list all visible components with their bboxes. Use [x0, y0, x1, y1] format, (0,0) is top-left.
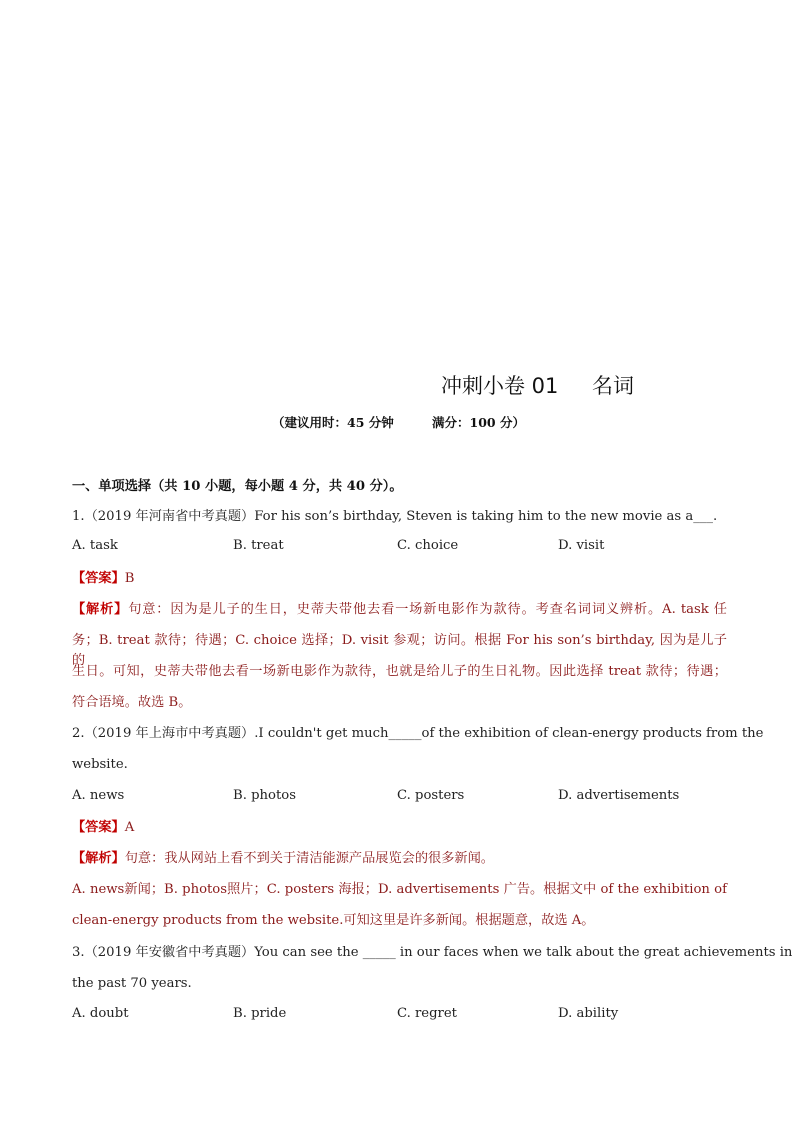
option-b: B. pride — [233, 1006, 287, 1021]
analysis-label: 【解析】 — [72, 851, 125, 866]
analysis-line: 务；B. treat 款待；待遇；C. choice 选择；D. visit 参观；访问。根据 For his son’s birthday, 因为是儿子的 — [72, 633, 727, 668]
answer-line — [72, 569, 727, 589]
question-text: website. — [72, 757, 128, 772]
answer-value: A — [124, 820, 135, 835]
subtitle-time: （建议用时：45 分钟 — [272, 415, 394, 430]
question-number: 1. — [72, 509, 85, 524]
analysis-label: 【解析】 — [72, 602, 129, 617]
question-source: （2019 年上海市中考真题） — [84, 726, 255, 741]
analysis-line: 符合语境。故选 B。 — [72, 695, 192, 710]
answer-label: 【答案】 — [72, 571, 125, 586]
analysis-line: 生日。可知，史蒂夫带他去看一场新电影作为款待，也就是给儿子的生日礼物。因此选择 treat 款待；待遇； — [72, 664, 727, 679]
question-3-stem — [72, 943, 793, 963]
question-text: the past 70 years. — [72, 976, 192, 991]
option-a: A. task — [72, 538, 118, 553]
option-c: C. regret — [397, 1006, 457, 1021]
analysis-line: A. news新闻；B. photos照片；C. posters 海报；D. advertisements 广告。根据文中 of the exhibition of — [72, 882, 727, 897]
analysis-text: 句意：我从网站上看不到关于清洁能源产品展览会的很多新闻。 — [124, 851, 494, 866]
title-topic: 名词 — [592, 374, 634, 398]
answer-line — [72, 818, 727, 838]
question-1-stem — [72, 507, 727, 527]
question-source: （2019 年安徽省中考真题） — [84, 945, 255, 960]
option-b: B. photos — [233, 788, 296, 803]
question-source: （2019 年河南省中考真题） — [84, 509, 255, 524]
question-text: .I couldn't get much_____of the exhibition of clean-energy products from the — [254, 726, 764, 741]
option-d: D. visit — [558, 538, 605, 553]
question-text: You can see the _____ in our faces when we talk about the great achievements in — [254, 945, 793, 960]
answer-value: B — [124, 571, 135, 586]
title-main: 冲刺小卷 01 — [441, 374, 559, 398]
option-c: C. posters — [397, 788, 465, 803]
question-2-stem — [72, 724, 764, 744]
analysis-text: 句意：因为是儿子的生日，史蒂夫带他去看一场新电影作为款待。考查名词词义辨析。A. task 任 — [128, 602, 727, 617]
analysis-line: clean-energy products from the website.可知这里是许多新闻。根据题意，故选 A。 — [72, 913, 595, 928]
question-number: 3. — [72, 945, 85, 960]
option-d: D. ability — [558, 1006, 619, 1021]
answer-label: 【答案】 — [72, 820, 125, 835]
page-title — [0, 366, 794, 400]
option-a: A. news — [72, 788, 125, 803]
analysis-line — [72, 600, 727, 620]
section-heading: 一、单项选择（共 10 小题，每小题 4 分，共 40 分）。 — [72, 479, 403, 494]
question-text: For his son’s birthday, Steven is taking him to the new movie as a___. — [254, 509, 718, 524]
option-a: A. doubt — [72, 1006, 129, 1021]
question-number: 2. — [72, 726, 85, 741]
option-c: C. choice — [397, 538, 459, 553]
analysis-line — [72, 849, 727, 869]
option-b: B. treat — [233, 538, 284, 553]
subtitle-score: 满分：100 分） — [432, 415, 525, 430]
option-d: D. advertisements — [558, 788, 680, 803]
